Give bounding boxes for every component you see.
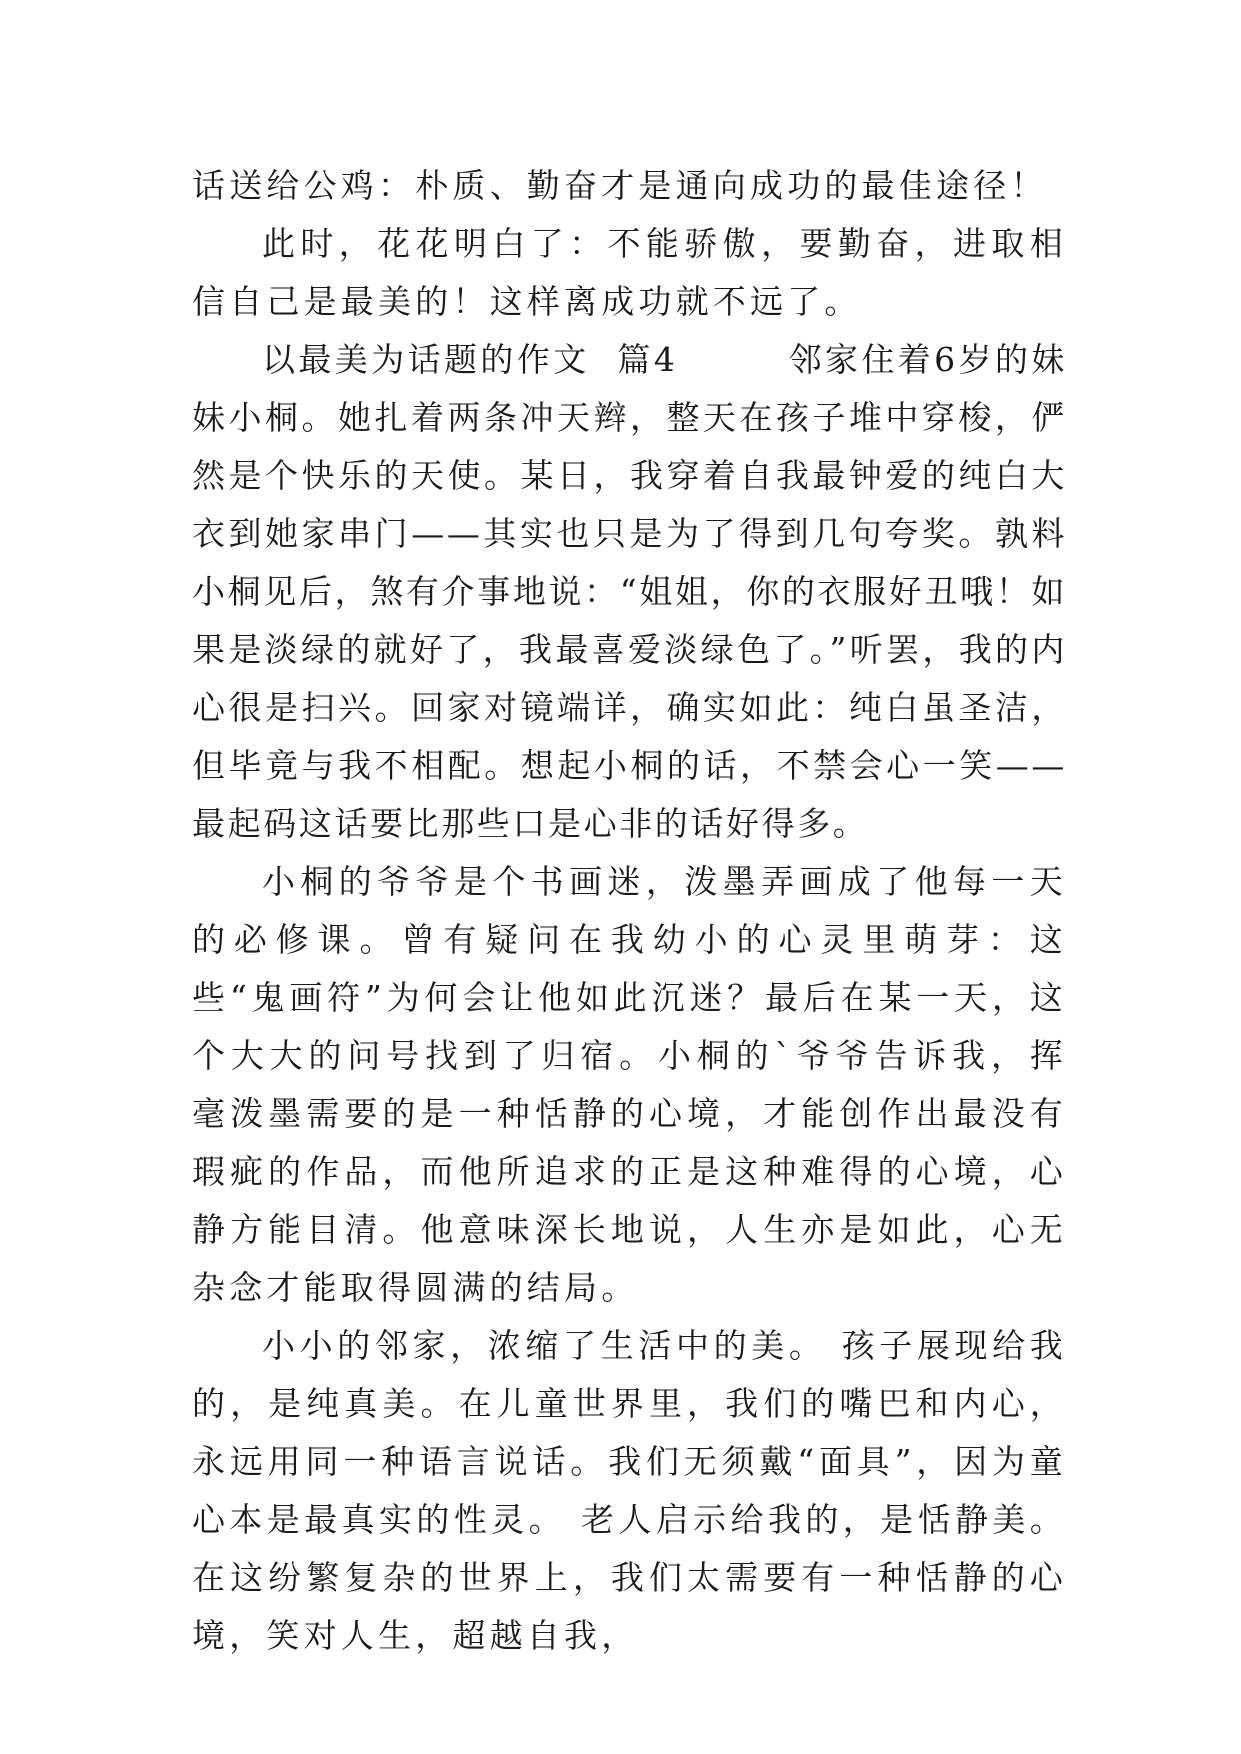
paragraph: 小桐的爷爷是个书画迷，泼墨弄画成了他每一天的必修课。曾有疑问在我幼小的心灵里萌芽：这些“鬼画符”为何会让他如此沉迷？最后在某一天，这个大大的问号找到了归宿。小桐的`爷爷告诉我，挥毫泼墨需要的是一种恬静的心境，才能创作出最没有瑕疵的作品，而他所追求的正是这种难得的心境，心静方能目清。他意味深长地说，人生亦是如此，心无杂念才能取得圆满的结局。 [192, 862, 1067, 1307]
paragraph-continuation: 话送给公鸡：朴质、勤奋才是通向成功的最佳途径！ [192, 166, 1048, 205]
paragraph-essay-4-start: 以最美为话题的作文 篇4 邻家住着6岁的妹妹小桐。她扎着两条冲天辫，整天在孩子堆中穿梭，俨然是个快乐的天使。某日，我穿着自我最钟爱的纯白大衣到她家串门——其实也只是为了得到几句夸奖。孰料小桐见后，煞有介事地说：“姐姐，你的衣服好丑哦！如果是淡绿的就好了，我最喜爱淡绿色了。”听罢，我的内心很是扫兴。回家对镜端详，确实如此：纯白虽圣洁，但毕竟与我不相配。想起小桐的话，不禁会心一笑——最起码这话要比那些口是心非的话好得多。 [192, 340, 1067, 843]
document-body [192, 157, 1067, 1665]
paragraph: 小小的邻家，浓缩了生活中的美。 孩子展现给我的，是纯真美。在儿童世界里，我们的嘴巴和内心，永远用同一种语言说话。我们无须戴“面具”，因为童心本是最真实的性灵。 老人启示给我的，是恬静美。在这纷繁复杂的世界上，我们太需要有一种恬静的心境，笑对人生，超越自我， [192, 1326, 1067, 1655]
paragraph: 此时，花花明白了：不能骄傲，要勤奋，进取相信自己是最美的！这样离成功就不远了。 [192, 224, 1067, 321]
